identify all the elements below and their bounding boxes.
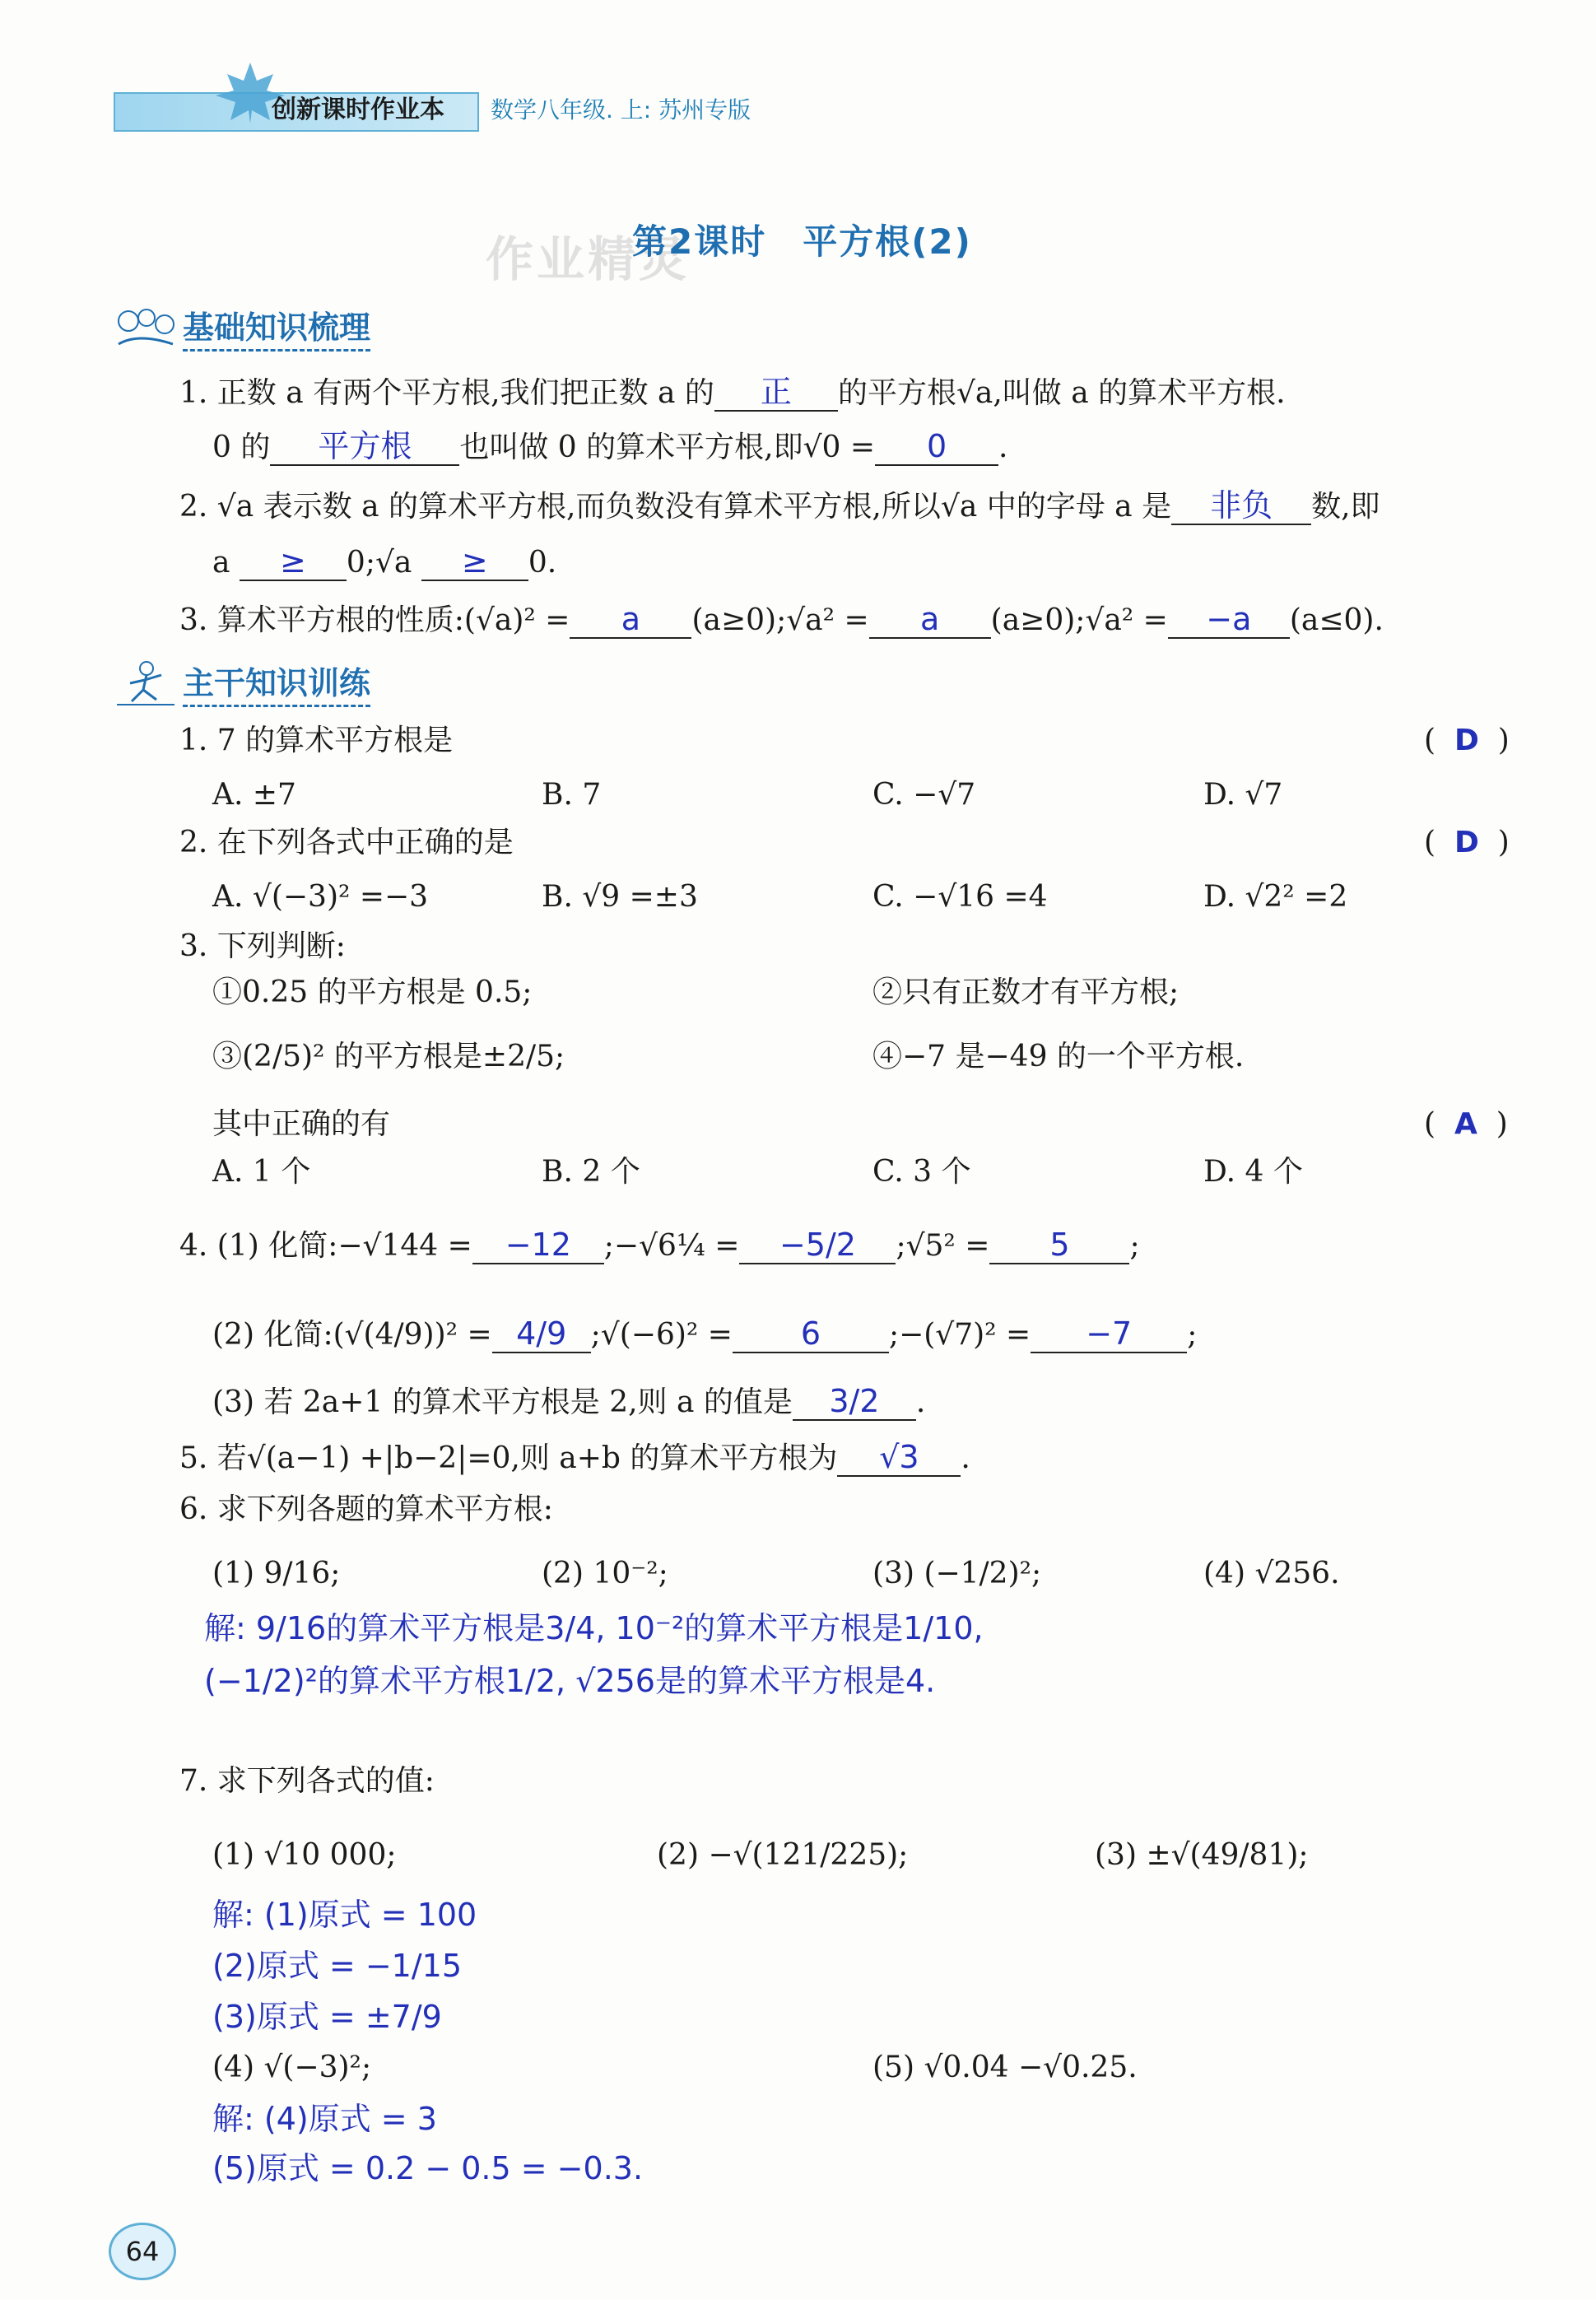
answer-blank (714, 375, 838, 412)
basics-q2-line2 (212, 545, 556, 581)
watermark: 作业精灵 (486, 231, 691, 287)
answer-text: ≥ (280, 543, 306, 580)
basics-q2-line1 (179, 489, 1380, 525)
answer-text: −5/2 (779, 1227, 856, 1263)
answer-blank (733, 1317, 889, 1353)
answer-choice: A (1454, 1107, 1477, 1141)
training-q4-part1 (179, 1228, 1140, 1264)
option-b: B. √9 =±3 (542, 880, 698, 914)
q7-solution-2: (2)原式 = −1/15 (212, 1948, 462, 1984)
option-b: B. 7 (542, 778, 602, 812)
q2-text-d: 0;√a (346, 546, 412, 580)
answer-text: 3/2 (829, 1383, 880, 1419)
answer-text: ≥ (461, 543, 488, 580)
page-number: 64 (109, 2223, 176, 2280)
answer-blank (492, 1317, 591, 1353)
q4-text-j: . (915, 1385, 926, 1419)
q5-text-b: . (961, 1441, 970, 1475)
sub-item-4: (4) √(−3)²; (212, 2051, 372, 2084)
answer-text: −a (1206, 601, 1252, 637)
answer-blank (837, 1441, 961, 1477)
answer-text: 非负 (1210, 487, 1273, 524)
sub-item-3: (3) (−1/2)²; (872, 1557, 1042, 1590)
training-q6-stem: 6. 求下列各题的算术平方根: (179, 1492, 553, 1526)
sub-item-1: (1) √10 000; (212, 1838, 397, 1872)
q6-solution-line2: (−1/2)²的算术平方根1/2, √256是的算术平方根是4. (204, 1663, 936, 1699)
answer-text: 5 (1049, 1227, 1070, 1263)
answer-blank (421, 545, 528, 581)
q7-solution-4: 解: (4)原式 = 3 (212, 2101, 437, 2137)
q4-text-c: ;√5² = (896, 1229, 990, 1263)
option-d: D. √2² =2 (1203, 880, 1348, 914)
training-q4-part3 (212, 1385, 925, 1421)
answer-text: 0 (926, 428, 947, 464)
answer-blank (793, 1385, 916, 1421)
section-heading-basics: 基础知识梳理 (183, 308, 370, 352)
section-heading-training: 主干知识训练 (183, 663, 370, 707)
answer-blank (1168, 603, 1290, 639)
answer-blank (989, 1228, 1129, 1264)
sub-item-3: (3) ±√(49/81); (1095, 1838, 1309, 1872)
option-c: C. −√16 =4 (872, 880, 1048, 914)
option-c: C. −√7 (872, 778, 976, 812)
statement-1: ①0.25 的平方根是 0.5; (212, 975, 533, 1009)
q4-text-a: 4. (1) 化简:−√144 = (179, 1229, 472, 1263)
answer-choice: D (1454, 724, 1479, 757)
q7-solution-3: (3)原式 = ±7/9 (212, 1999, 442, 2035)
sub-item-4: (4) √256. (1203, 1557, 1340, 1590)
answer-paren: ( D ) (1424, 724, 1510, 757)
option-d: D. 4 个 (1203, 1155, 1303, 1189)
option-d: D. √7 (1203, 778, 1283, 812)
q3-text-b: (a≥0);√a² = (691, 603, 869, 637)
answer-choice: D (1454, 826, 1479, 859)
answer-blank (270, 430, 459, 466)
answer-text: 平方根 (318, 428, 412, 464)
sub-item-2: (2) −√(121/225); (657, 1838, 909, 1872)
q4-text-b: ;−√6¼ = (603, 1229, 740, 1263)
answer-text: 6 (800, 1315, 821, 1352)
answer-blank (875, 430, 998, 466)
training-q5 (179, 1441, 970, 1477)
training-q4-part2 (212, 1317, 1197, 1353)
answer-blank (869, 603, 991, 639)
option-a: A. √(−3)² =−3 (212, 880, 429, 914)
answer-blank (570, 603, 691, 639)
training-q7-stem: 7. 求下列各式的值: (179, 1764, 435, 1798)
q5-text-a: 5. 若√(a−1) +|b−2|=0,则 a+b 的算术平方根为 (179, 1441, 838, 1475)
q7-solution-1: 解: (1)原式 = 100 (212, 1897, 477, 1933)
q4-text-g: ;−(√7)² = (888, 1318, 1031, 1352)
sub-item-2: (2) 10⁻²; (542, 1557, 668, 1590)
option-a: A. ±7 (212, 778, 296, 812)
book-subtitle: 数学八年级. 上: 苏州专版 (491, 96, 751, 123)
q2-text-b: 数,即 (1311, 490, 1380, 524)
answer-text: a (920, 601, 940, 637)
training-q2-stem: 2. 在下列各式中正确的是 (179, 826, 514, 859)
q1-text-d: 也叫做 0 的算术平方根,即√0 = (459, 431, 876, 464)
answer-paren: ( A ) (1424, 1107, 1508, 1141)
option-b: B. 2 个 (542, 1155, 640, 1189)
answer-text: 正 (760, 374, 792, 410)
abc-icon (114, 303, 178, 354)
q1-text-b: 的平方根√a,叫做 a 的算术平方根. (837, 376, 1286, 410)
training-q3-stem: 3. 下列判断: (179, 929, 346, 963)
answer-text: a (621, 601, 641, 637)
q4-text-i: (3) 若 2a+1 的算术平方根是 2,则 a 的值是 (212, 1385, 793, 1419)
answer-text: 4/9 (516, 1315, 567, 1352)
q1-text-e: . (998, 431, 1008, 464)
q2-text-e: 0. (528, 546, 557, 580)
statement-2: ②只有正数才有平方根; (872, 975, 1180, 1009)
q4-text-e: (2) 化简:(√(4/9))² = (212, 1318, 492, 1352)
answer-text: √3 (879, 1439, 919, 1475)
basics-q1-line2 (212, 430, 1008, 466)
q7-solution-5: (5)原式 = 0.2 − 0.5 = −0.3. (212, 2150, 644, 2186)
answer-blank (739, 1228, 896, 1264)
answer-paren: ( D ) (1424, 826, 1510, 859)
q2-text-a: 2. √a 表示数 a 的算术平方根,而负数没有算术平方根,所以√a 中的字母 a 是 (179, 490, 1172, 524)
q3-text-d: (a≤0). (1289, 603, 1384, 637)
training-q3-tail: 其中正确的有 (212, 1107, 391, 1141)
answer-blank (1171, 489, 1311, 525)
runner-icon (114, 659, 178, 710)
answer-blank (1031, 1317, 1187, 1353)
sub-item-1: (1) 9/16; (212, 1557, 341, 1590)
option-a: A. 1 个 (212, 1155, 311, 1189)
q1-text-a: 1. 正数 a 有两个平方根,我们把正数 a 的 (179, 376, 714, 410)
q4-text-f: ;√(−6)² = (590, 1318, 733, 1352)
q3-text-c: (a≥0);√a² = (990, 603, 1168, 637)
q3-text-a: 3. 算术平方根的性质:(√a)² = (179, 603, 570, 637)
basics-q1-line1 (179, 375, 1286, 412)
training-q1-stem: 1. 7 的算术平方根是 (179, 724, 454, 757)
answer-text: −7 (1086, 1315, 1133, 1352)
series-title: 创新课时作业本 (272, 95, 444, 124)
answer-text: −12 (505, 1227, 571, 1263)
statement-3: ③(2/5)² 的平方根是±2/5; (212, 1040, 565, 1073)
option-c: C. 3 个 (872, 1155, 971, 1189)
answer-blank (472, 1228, 604, 1264)
q6-solution-line1: 解: 9/16的算术平方根是3/4, 10⁻²的算术平方根是1/10, (204, 1610, 984, 1646)
basics-q3 (179, 603, 1384, 639)
sub-item-5: (5) √0.04 −√0.25. (872, 2051, 1138, 2084)
answer-blank (240, 545, 347, 581)
q4-text-d: ; (1129, 1229, 1140, 1263)
q1-text-c: 0 的 (212, 431, 271, 464)
statement-4: ④−7 是−49 的一个平方根. (872, 1040, 1245, 1073)
lesson-title: 第2课时 平方根(2) (632, 221, 972, 262)
q2-text-c: a (212, 546, 230, 580)
q4-text-h: ; (1187, 1318, 1198, 1352)
